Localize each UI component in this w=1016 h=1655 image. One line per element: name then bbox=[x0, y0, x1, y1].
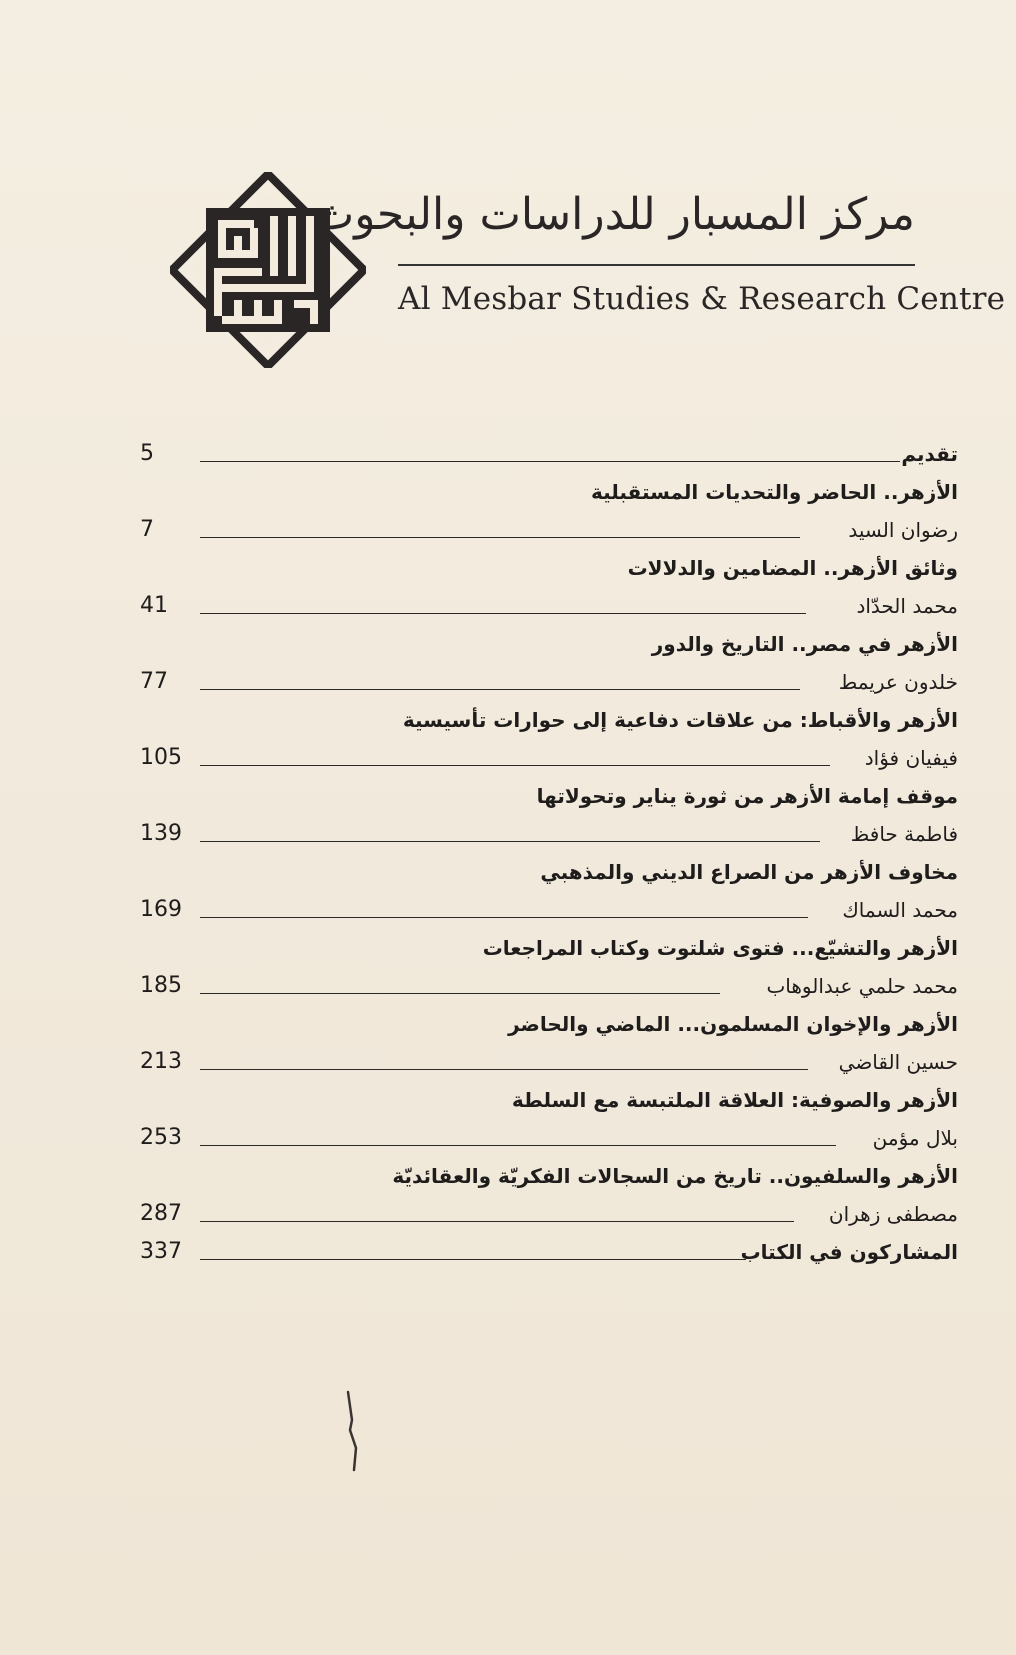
leader-line bbox=[200, 689, 800, 690]
toc-entry-author[interactable] bbox=[140, 589, 958, 627]
chapter-author: خلدون عريمط bbox=[838, 670, 958, 694]
chapter-title-row bbox=[140, 703, 958, 741]
chapter-author: حسين القاضي bbox=[838, 1050, 958, 1074]
page-number: 185 bbox=[140, 973, 182, 998]
page-number: 105 bbox=[140, 745, 182, 770]
chapter-title-row bbox=[140, 1007, 958, 1045]
leader-line bbox=[200, 917, 808, 918]
toc-entry-author[interactable] bbox=[140, 1045, 958, 1083]
leader-line bbox=[200, 993, 720, 994]
chapter-title: الأزهر والأقباط: من علاقات دفاعية إلى حوارات تأسيسية bbox=[402, 708, 958, 732]
chapter-author: محمد الحدّاد bbox=[856, 594, 958, 618]
toc-entry-author[interactable] bbox=[140, 1121, 958, 1159]
org-name-english: Al Mesbar Studies & Research Centre bbox=[398, 281, 1006, 317]
toc-entry-author[interactable] bbox=[140, 969, 958, 1007]
toc-entry-author[interactable] bbox=[140, 817, 958, 855]
leader-line bbox=[200, 613, 806, 614]
toc-entry-author[interactable] bbox=[140, 513, 958, 551]
entry-title: المشاركون في الكتاب bbox=[740, 1240, 958, 1264]
toc-entry-contributors[interactable] bbox=[140, 1235, 958, 1273]
chapter-author: محمد السماك bbox=[842, 898, 958, 922]
page-number: 337 bbox=[140, 1239, 182, 1264]
leader-line bbox=[200, 461, 900, 462]
page-number: 253 bbox=[140, 1125, 182, 1150]
chapter-title-row bbox=[140, 1083, 958, 1121]
chapter-author: فيفيان فؤاد bbox=[864, 746, 958, 770]
chapter-author: بلال مؤمن bbox=[872, 1126, 958, 1150]
toc-entry-author[interactable] bbox=[140, 741, 958, 779]
chapter-author: محمد حلمي عبدالوهاب bbox=[766, 974, 958, 998]
leader-line bbox=[200, 1221, 794, 1222]
chapter-title-row bbox=[140, 1159, 958, 1197]
chapter-title: الأزهر والتشيّع... فتوى شلتوت وكتاب المراجعات bbox=[482, 936, 958, 960]
page-number: 287 bbox=[140, 1201, 182, 1226]
chapter-title: الأزهر والصوفية: العلاقة الملتبسة مع السلطة bbox=[511, 1088, 958, 1112]
chapter-title-row bbox=[140, 551, 958, 589]
chapter-author: مصطفى زهران bbox=[828, 1202, 958, 1226]
leader-line bbox=[200, 841, 820, 842]
chapter-title: الأزهر والسلفيون.. تاريخ من السجالات الفكريّة والعقائديّة bbox=[392, 1164, 958, 1188]
entry-title: تقديم bbox=[901, 442, 958, 466]
page-number: 213 bbox=[140, 1049, 182, 1074]
chapter-title-row bbox=[140, 627, 958, 665]
page-number: 139 bbox=[140, 821, 182, 846]
page-number: 77 bbox=[140, 669, 168, 694]
page-number: 7 bbox=[140, 517, 154, 542]
toc-entry-author[interactable] bbox=[140, 665, 958, 703]
chapter-title: الأزهر والإخوان المسلمون... الماضي والحاضر bbox=[508, 1012, 958, 1036]
leader-line bbox=[200, 1069, 808, 1070]
chapter-title: الأزهر.. الحاضر والتحديات المستقبلية bbox=[590, 480, 958, 504]
chapter-title-row bbox=[140, 855, 958, 893]
leader-line bbox=[200, 765, 830, 766]
chapter-title-row bbox=[140, 475, 958, 513]
chapter-title: موقف إمامة الأزهر من ثورة يناير وتحولاتها bbox=[536, 784, 958, 808]
chapter-title: مخاوف الأزهر من الصراع الديني والمذهبي bbox=[540, 860, 958, 884]
chapter-title: الأزهر في مصر.. التاريخ والدور bbox=[651, 632, 958, 656]
page-number: 169 bbox=[140, 897, 182, 922]
org-name-divider bbox=[398, 264, 915, 266]
ink-mark bbox=[344, 1390, 364, 1472]
chapter-title-row bbox=[140, 931, 958, 969]
toc-entry-author[interactable] bbox=[140, 893, 958, 931]
chapter-title: وثائق الأزهر.. المضامين والدلالات bbox=[627, 556, 958, 580]
chapter-author: فاطمة حافظ bbox=[850, 822, 958, 846]
page-number: 5 bbox=[140, 441, 154, 466]
leader-line bbox=[200, 1145, 836, 1146]
toc-entry-intro[interactable] bbox=[140, 437, 958, 475]
chapter-title-row bbox=[140, 779, 958, 817]
leader-line bbox=[200, 537, 800, 538]
table-of-contents bbox=[140, 437, 958, 1273]
org-name-arabic: مركز المسبار للدراسات والبحوث bbox=[312, 189, 915, 240]
chapter-author: رضوان السيد bbox=[848, 518, 958, 542]
toc-entry-author[interactable] bbox=[140, 1197, 958, 1235]
leader-line bbox=[200, 1259, 746, 1260]
page-number: 41 bbox=[140, 593, 168, 618]
